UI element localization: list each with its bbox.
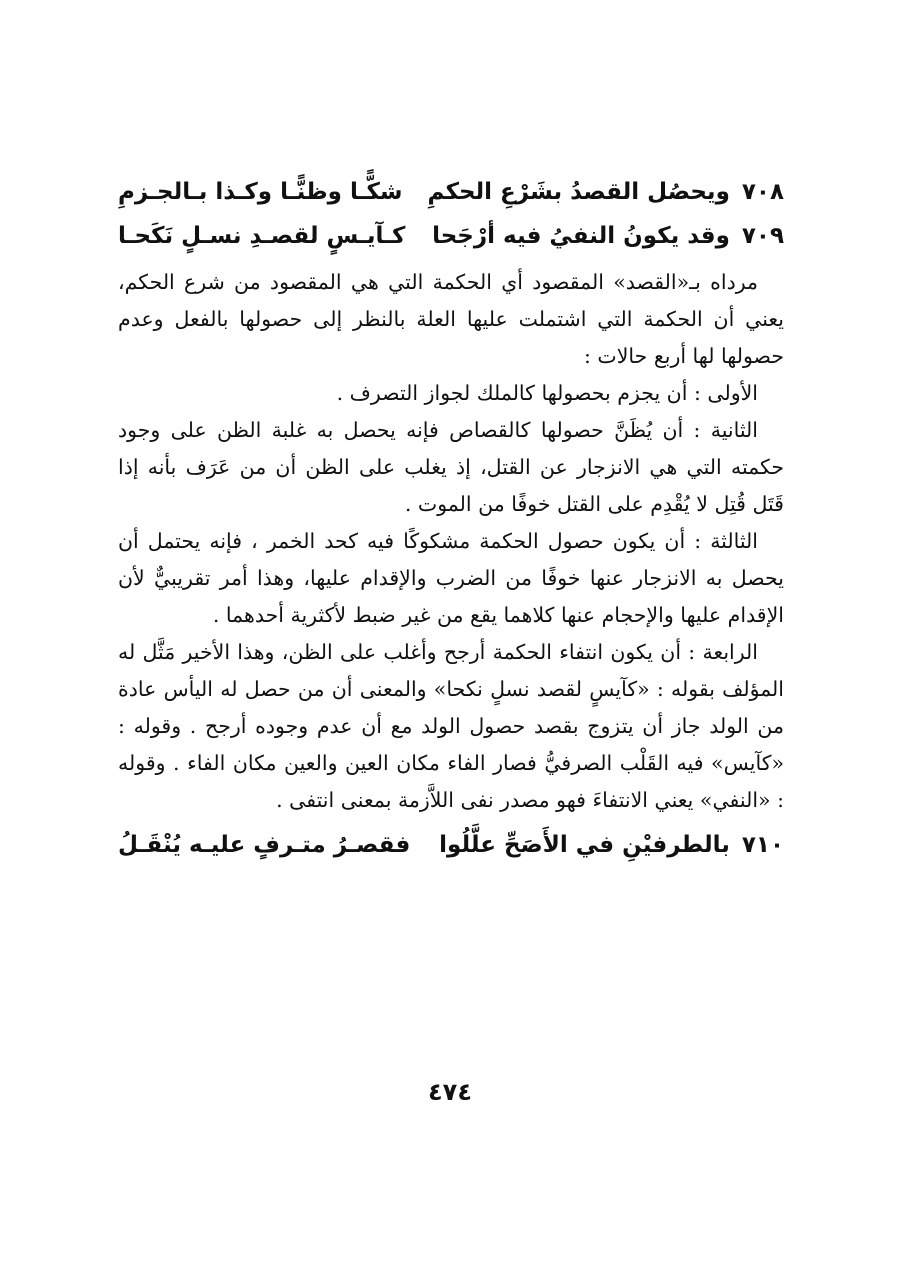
verse-second-hemistich: فقصـرُ متـرفٍ عليـه يُنْقَـلُ [118, 832, 411, 858]
verse-second-hemistich: شكًّـا وظنًّـا وكـذا بـالجـزمِ [118, 179, 403, 205]
verse-number: ٧٠٩ [741, 223, 784, 249]
page-body [118, 170, 784, 867]
commentary-intro: مرداه بـ«القصد» المقصود أي الحكمة التي هي المقصود من شرع الحكم، يعني أن الحكمة التي اشتملت عليها العلة بالنظر إلى حصولها بالفعل وعدم حصولها لها أربع حالات : [118, 270, 784, 368]
commentary-case-third: الثالثة : أن يكون حصول الحكمة مشكوكًا فيه كحد الخمر ، فإنه يحتمل أن يحصل به الانزجار عنها خوفًا من الضرب والإقدام عليها، وهذا أمر تقريبيٌّ لأن الإقدام عليها والإحجام عنها كلاهما يقع من غير ضبط لأكثرية أحدهما . [118, 529, 784, 627]
commentary-case-fourth: الرابعة : أن يكون انتفاء الحكمة أرجح وأغلب على الظن، وهذا الأخير مَثَّل له المؤلف بقوله : «كآيسٍ لقصد نسلٍ نكحا» والمعنى أن من حصل له اليأس عادة من الولد جاز أن يتزوج بقصد حصول الولد مع أن عدم وجوده أرجح . وقوله : «كآيس» فيه القَلْب الصرفيُّ فصار الفاء مكان العين والعين مكان الفاء . وقوله : «النفي» يعني الانتفاءَ فهو مصدر نفى اللاَّزمة بمعنى انتفى . [118, 640, 784, 812]
verse-710 [118, 823, 784, 867]
verse-first-hemistich: ويحصُل القصدُ بشَرْعِ الحكمِ [427, 179, 730, 205]
verse-second-hemistich: كـآيـسٍ لقصـدِ نسـلٍ نَكَحـا [118, 223, 406, 249]
verse-709 [118, 214, 784, 258]
verse-number: ٧٠٨ [741, 179, 784, 205]
commentary-case-first: الأولى : أن يجزم بحصولها كالملك لجواز التصرف . [336, 381, 758, 405]
verse-708 [118, 170, 784, 214]
page-number: ٤٧٤ [428, 1078, 472, 1106]
commentary-case-second: الثانية : أن يُظَنَّ حصولها كالقصاص فإنه يحصل به غلبة الظن على وجود حكمته التي هي الانزجار عن القتل، إذ يغلب على الظن أن من عَرَف بأنه إذا قَتَل قُتِل لا يُقْدِم على القتل خوفًا من الموت . [118, 418, 784, 516]
verse-number: ٧١٠ [741, 832, 784, 858]
verse-first-hemistich: وقد يكونُ النفيُ فيه أرْجَحا [432, 223, 730, 249]
verse-first-hemistich: بالطرفيْنِ في الأَصَحِّ علَّلُوا [439, 832, 730, 858]
